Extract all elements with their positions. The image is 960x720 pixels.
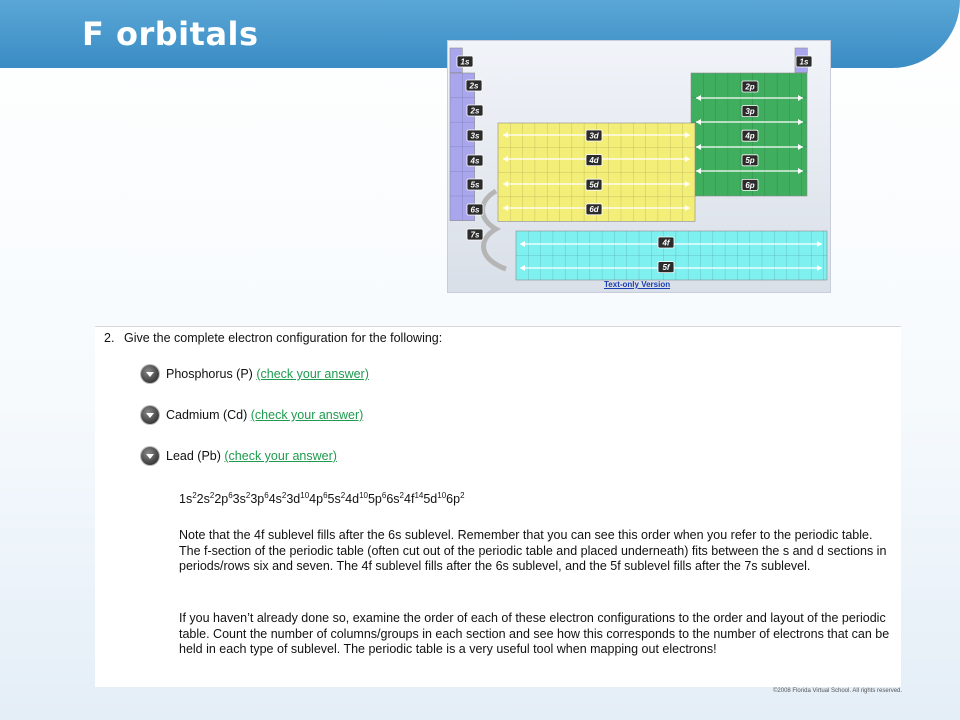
expand-arrow-icon[interactable] [141,406,159,424]
s-label: 4s [470,156,480,166]
config-term: 6p [446,492,461,507]
p-label: 6p [745,180,755,190]
d-label: 3d [589,131,599,141]
config-exponent: 6 [381,491,387,500]
question-text: Give the complete electron configuration for the following: [124,331,443,345]
s-label-1s: 1s [460,57,470,67]
check-answer-link-phosphorus[interactable]: (check your answer) [256,367,369,381]
config-exponent: 2 [209,491,215,500]
s-label: 3s [470,131,480,141]
text-only-version-link[interactable]: Text-only Version [604,280,671,289]
config-term: 1s [179,492,193,507]
config-term: 3p [250,492,265,507]
copyright-text: ©2008 Florida Virtual School. All rights reserved. [773,688,903,694]
config-exponent: 14 [414,491,424,500]
element-label: Lead (Pb) [166,449,221,463]
check-answer-link-lead[interactable]: (check your answer) [224,449,337,463]
s-label: 7s [470,230,480,240]
config-exponent: 2 [340,491,346,500]
config-exponent: 10 [300,491,310,500]
config-term: 4s [268,492,282,507]
config-exponent: 2 [281,491,287,500]
config-term: 6s [386,492,400,507]
config-exponent: 6 [264,491,269,500]
config-term: 5p [367,492,382,507]
item-cadmium-text [166,408,363,422]
p-label: 4p [745,131,755,141]
expand-arrow-icon[interactable] [141,365,159,383]
s-label: 2s [469,81,479,91]
d-label: 5d [589,180,599,190]
electron-configuration-lead [179,491,465,506]
s-label: 2s [470,106,480,116]
config-exponent: 10 [437,491,447,500]
f-label: 4f [662,238,670,248]
expand-arrow-icon[interactable] [141,447,159,465]
d-label: 6d [589,205,599,215]
config-exponent: 10 [359,491,368,500]
question-number: 2. [104,331,115,345]
periodic-table-image [447,40,831,293]
d-label: 4d [589,156,599,165]
s-label-1s-right: 1s [799,57,809,67]
config-term: 3s [232,492,246,507]
element-label: Phosphorus (P) [166,367,253,381]
config-term: 5s [327,492,341,507]
f-label: 5f [662,263,670,272]
config-term: 4p [309,492,324,507]
note-paragraph-2: If you haven’t already done so, examine the order of each of these electron configurations to the order and layout of the periodic table. Count the number of columns/groups in each section and see how this corresponds to the number of electrons that can be held in each type of sublevel. The periodic table is a very useful tool when mapping out electrons! [179,611,890,656]
question-line [104,331,442,345]
s-label: 6s [470,205,480,215]
config-term: 3d [286,492,301,507]
p-label: 3p [745,107,755,116]
periodic-table-graphic [448,41,831,293]
p-label: 5p [745,156,755,166]
config-term: 2p [214,492,229,507]
item-lead-text [166,449,337,463]
config-term: 2s [196,492,210,507]
note-paragraph-1: Note that the 4f sublevel fills after the 6s sublevel. Remember that you can see this order when you refer to the periodic table. The f-section of the periodic table (often cut out of the periodic table and placed underneath) fits between the s and d sections in periods/rows six and seven. The 4f sublevel fills after the 6s sublevel, and the 5f sublevel fills after the 7s sublevel. [179,528,887,573]
config-exponent: 6 [228,491,233,500]
s-label: 5s [470,180,480,190]
p-label: 2p [745,82,755,92]
config-exponent: 2 [245,491,251,500]
config-exponent: 2 [192,491,197,500]
config-term: 4f [404,492,415,507]
config-exponent: 2 [399,491,404,500]
config-term: 4d [345,492,360,507]
config-exponent: 2 [460,491,465,500]
config-exponent: 6 [323,491,328,500]
worksheet-panel [95,326,901,687]
element-label: Cadmium (Cd) [166,408,248,422]
config-term: 5d [423,492,438,507]
slide-title: F orbitals [82,15,259,53]
check-answer-link-cadmium[interactable]: (check your answer) [250,408,364,422]
item-phosphorus-text [166,367,369,381]
